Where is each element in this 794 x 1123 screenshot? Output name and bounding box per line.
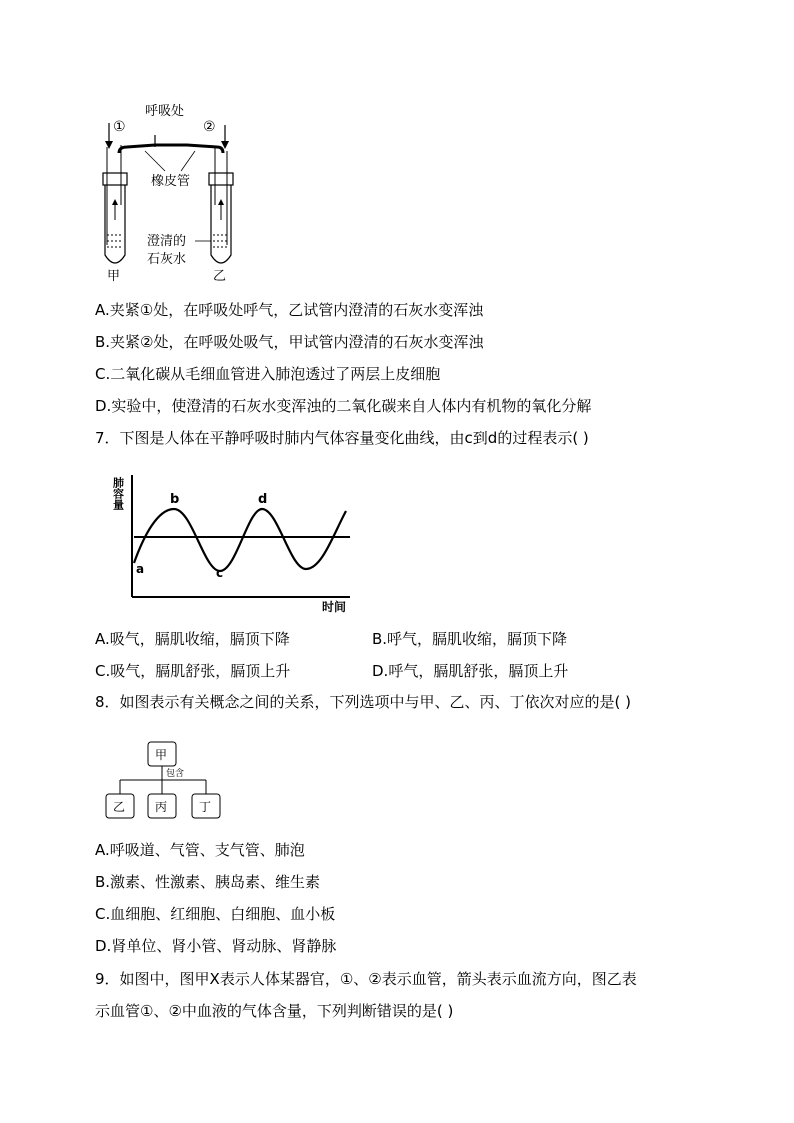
q6-option-c: C.二氧化碳从毛细血管进入肺泡透过了两层上皮细胞 (95, 365, 441, 383)
label-yi: 乙 (213, 269, 227, 284)
q8-option-d: D.肾单位、肾小管、肾动脉、肾静脉 (95, 937, 337, 955)
label-rubber-tube: 橡皮管 (151, 174, 191, 189)
xlabel: 时间 (322, 600, 347, 614)
label-box-ding: 丁 (199, 800, 212, 814)
label-box-jia: 甲 (155, 748, 168, 762)
q9-stem-line1: 9．如图中，图甲X表示人体某器官，①、②表示血管，箭头表示血流方向，图乙表 (95, 970, 637, 988)
q7-option-b: B.呼气，膈肌收缩，膈顶下降 (372, 630, 568, 648)
rubber-tube (119, 145, 223, 153)
concept-diagram (100, 738, 230, 823)
test-tube-yi (209, 147, 233, 263)
point-label-d: d (258, 492, 268, 507)
label-relation: 包含 (166, 769, 185, 779)
label-box-bing: 丙 (155, 800, 168, 814)
q8-option-a: A.呼吸道、气管、支气管、肺泡 (95, 841, 305, 859)
test-tube-jia (103, 145, 127, 263)
point-label-b: b (170, 492, 180, 507)
label-jia: 甲 (107, 269, 121, 284)
lung-volume-chart (110, 465, 370, 620)
q7-option-d: D.呼气，膈肌舒张，膈顶上升 (372, 662, 569, 680)
inlet-arrow-right (221, 125, 229, 149)
inlet-arrow-left (105, 123, 113, 149)
q6-option-d: D.实验中，使澄清的石灰水变浑浊的二氧化碳来自人体内有机物的氧化分解 (95, 397, 592, 415)
q6-option-a: A.夹紧①处，在呼吸处呼气，乙试管内澄清的石灰水变浑浊 (95, 301, 484, 319)
q7-option-a: A.吸气，膈肌收缩，膈顶下降 (95, 630, 290, 648)
label-box-yi: 乙 (113, 800, 126, 814)
q6-option-b: B.夹紧②处，在呼吸处吸气，甲试管内澄清的石灰水变浑浊 (95, 333, 484, 351)
q7-stem: 7．下图是人体在平静呼吸时肺内气体容量变化曲线，由c到d的过程表示( ) (95, 429, 589, 447)
breathing-apparatus-figure (95, 95, 275, 285)
q7-option-c: C.吸气，膈肌舒张，膈顶上升 (95, 662, 291, 680)
q8-option-b: B.激素、性激素、胰岛素、维生素 (95, 873, 321, 891)
label-limewater-1: 澄清的 (147, 234, 187, 249)
label-limewater-2: 石灰水 (147, 252, 187, 267)
point-label-c: c (216, 566, 224, 580)
ylabel: 肺容量 (111, 477, 125, 510)
point-label-a: a (136, 562, 145, 576)
label-breath: 呼吸处 (145, 104, 185, 119)
label-circle-1: ① (113, 119, 126, 135)
lung-volume-curve (134, 509, 346, 571)
q8-option-c: C.血细胞、红细胞、白细胞、血小板 (95, 905, 336, 923)
label-circle-2: ② (203, 119, 216, 135)
q9-stem-line2: 示血管①、②中血液的气体含量，下列判断错误的是( ) (95, 1002, 454, 1020)
q8-stem: 8．如图表示有关概念之间的关系，下列选项中与甲、乙、丙、丁依次对应的是( ) (95, 693, 632, 711)
